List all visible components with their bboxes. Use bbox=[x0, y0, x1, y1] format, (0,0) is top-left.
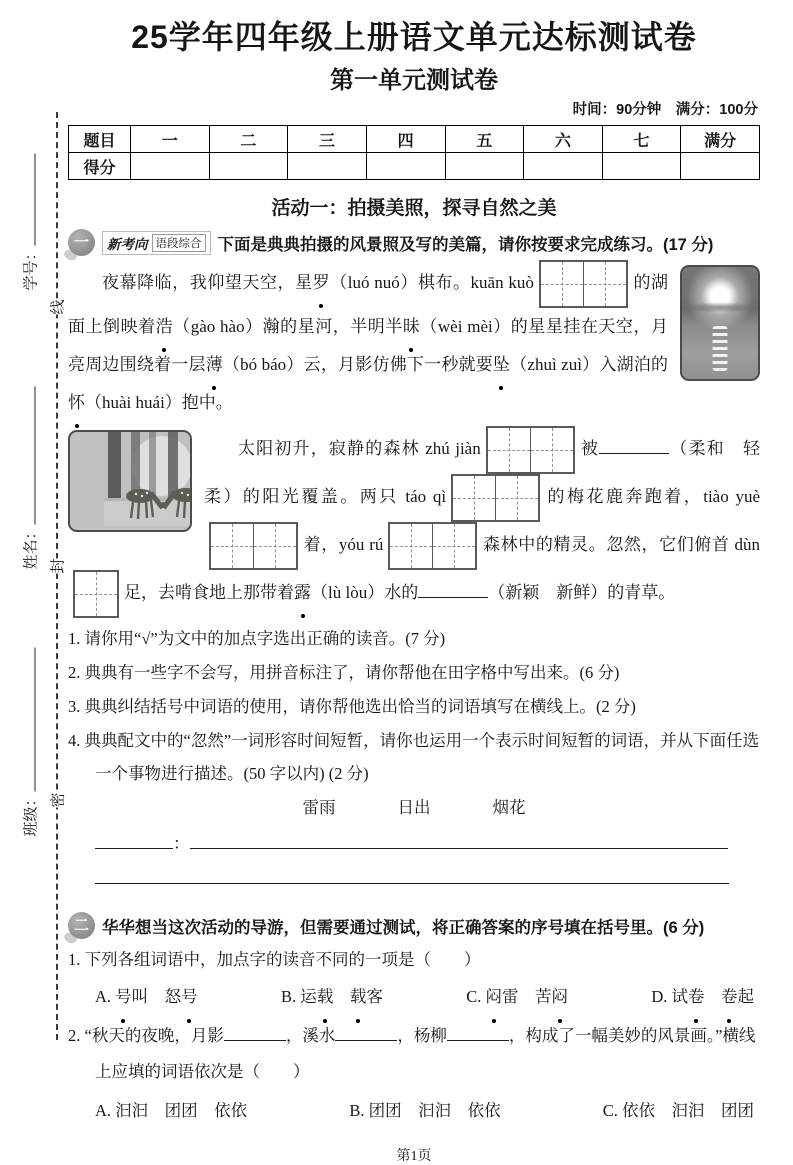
section2-q2-options bbox=[68, 1091, 760, 1131]
tianzige-cell[interactable] bbox=[541, 262, 584, 306]
dotted-char: 号 bbox=[181, 977, 198, 1017]
score-row-label: 得分 bbox=[69, 153, 131, 180]
tianzige-cell[interactable] bbox=[211, 524, 254, 568]
text-run: 太阳初升，寂静的森林 zhú jiàn bbox=[238, 439, 481, 458]
text-run: （lù lòu）水的 bbox=[311, 583, 418, 602]
text-run: （wèi mèi）的星星挂在天空，月亮周边围绕着一层 bbox=[68, 317, 668, 374]
score-entry-cell[interactable] bbox=[366, 153, 445, 180]
text-run: A. bbox=[95, 987, 115, 1006]
text-run: 叫 怒 bbox=[132, 987, 182, 1006]
question-1: 1. 请你用“√”为文中的加点字选出正确的读音。(7 分) bbox=[68, 622, 760, 655]
paragraph-1-text bbox=[68, 273, 668, 412]
dotted-char: 载 bbox=[350, 977, 367, 1017]
text-run: 2. “秋天的夜晚，月影 bbox=[68, 1026, 224, 1045]
tianzige-writing-grid[interactable] bbox=[451, 474, 540, 522]
score-header-cell: 题目 bbox=[69, 126, 131, 153]
tianzige-cell[interactable] bbox=[531, 428, 573, 472]
text-run: 客 bbox=[366, 987, 383, 1006]
q4-answer-line-1 bbox=[68, 826, 760, 861]
seal-dashed-line bbox=[56, 112, 58, 1040]
score-header-cell: 二 bbox=[209, 126, 288, 153]
q4-answer-line-2 bbox=[68, 861, 760, 896]
option-c[interactable]: C. 依依 汩汩 团团 bbox=[603, 1091, 754, 1131]
page-subtitle: 第一单元测试卷 bbox=[68, 60, 760, 95]
name-blank[interactable] bbox=[35, 386, 36, 524]
class-label: 班级： bbox=[24, 791, 40, 836]
score-header-cell: 满分 bbox=[681, 126, 760, 153]
seal-char-mi: 密 bbox=[44, 792, 71, 807]
text-run: ，杨柳 bbox=[397, 1026, 447, 1045]
option-c[interactable] bbox=[466, 977, 568, 1017]
score-entry-cell[interactable] bbox=[602, 153, 681, 180]
passage-paragraph-1 bbox=[68, 260, 760, 422]
exam-content bbox=[68, 12, 760, 1165]
score-table bbox=[68, 125, 760, 180]
text-run bbox=[333, 987, 350, 1006]
text-run: （huài huái）抱中。 bbox=[85, 393, 233, 412]
text-run: B. 运 bbox=[281, 987, 317, 1006]
tianzige-cell[interactable] bbox=[75, 572, 117, 616]
dotted-char: 号 bbox=[115, 977, 132, 1017]
badge-main-label: 新考向 bbox=[107, 233, 148, 253]
name-label: 姓名： bbox=[24, 524, 40, 569]
dotted-char: 卷 bbox=[721, 977, 738, 1017]
student-no-blank[interactable] bbox=[35, 153, 36, 245]
score-header-cell: 一 bbox=[131, 126, 210, 153]
answer-blank[interactable] bbox=[95, 883, 729, 884]
tianzige-cell[interactable] bbox=[584, 262, 626, 306]
text-run: 的梅花鹿奔跑着，tiào yuè bbox=[545, 487, 760, 506]
dotted-char: 薄 bbox=[206, 346, 223, 384]
section2-q1-options bbox=[68, 977, 760, 1017]
score-entry-cell[interactable] bbox=[681, 153, 760, 180]
student-no-label: 学号： bbox=[24, 245, 40, 290]
dotted-char: 怀 bbox=[68, 384, 85, 422]
section-1-header bbox=[68, 229, 760, 256]
tianzige-writing-grid[interactable] bbox=[388, 522, 477, 570]
tianzige-cell[interactable] bbox=[390, 524, 433, 568]
q4-word-choices bbox=[68, 792, 760, 824]
dotted-char: 载 bbox=[317, 977, 334, 1017]
text-run: ，溪水 bbox=[286, 1026, 336, 1045]
text-run: （柔和 轻柔）的阳光覆盖。两只 táo qì bbox=[204, 439, 760, 506]
moon-lake-photo bbox=[680, 265, 760, 381]
text-run: （zhuì zuì）入湖泊的 bbox=[510, 355, 668, 374]
score-header-cell: 四 bbox=[366, 126, 445, 153]
answer-colon: ： bbox=[173, 834, 190, 853]
answer-blank[interactable] bbox=[335, 1040, 397, 1041]
option-a[interactable]: A. 汩汩 团团 依依 bbox=[95, 1091, 247, 1131]
option-b[interactable] bbox=[281, 977, 383, 1017]
score-header-cell: 五 bbox=[445, 126, 524, 153]
text-run: （bó báo）云，月影仿佛下一秒就要 bbox=[223, 355, 493, 374]
deer-photo-illustration bbox=[104, 432, 192, 526]
word-choice: 烟花 bbox=[493, 792, 526, 824]
section-2-header bbox=[68, 912, 760, 939]
score-header-cell: 三 bbox=[288, 126, 367, 153]
score-entry-cell[interactable] bbox=[288, 153, 367, 180]
section-2-marker: 二 bbox=[68, 912, 95, 939]
deer-forest-photo bbox=[68, 430, 192, 532]
tianzige-cell[interactable] bbox=[453, 476, 496, 520]
text-run: （新颖 新鲜）的青草。 bbox=[488, 583, 675, 602]
text-run: 的湖面上倒映着 bbox=[68, 273, 668, 336]
seal-char-feng: 封 bbox=[44, 558, 71, 573]
class-field bbox=[20, 647, 41, 836]
passage-paragraph-2 bbox=[68, 426, 760, 618]
option-d[interactable] bbox=[651, 977, 754, 1017]
student-no-field bbox=[20, 153, 41, 290]
tianzige-writing-grid[interactable] bbox=[486, 426, 575, 474]
answer-blank[interactable] bbox=[418, 597, 488, 598]
section-1-intro: 下面是典典拍摄的风景照及写的美篇，请你按要求完成练习。(17 分) bbox=[218, 231, 714, 255]
name-field bbox=[20, 386, 41, 569]
answer-blank[interactable] bbox=[599, 453, 669, 454]
tianzige-cell[interactable] bbox=[488, 428, 531, 472]
section2-question-2 bbox=[68, 1018, 760, 1090]
exam-meta: 时间：90分钟 满分：100分 bbox=[68, 98, 758, 119]
score-entry-cell[interactable] bbox=[131, 153, 210, 180]
tianzige-cell[interactable] bbox=[433, 524, 475, 568]
dotted-char: 浩 bbox=[156, 308, 173, 346]
text-run: 被 bbox=[580, 439, 599, 458]
section-1-marker: 一 bbox=[68, 229, 95, 256]
text-run: ，构成了一幅美妙的风景画。”横线上应填的词语依次是（ ） bbox=[95, 1026, 755, 1081]
answer-blank[interactable] bbox=[190, 848, 728, 849]
dotted-char: 闷 bbox=[551, 977, 568, 1017]
option-a[interactable] bbox=[95, 977, 198, 1017]
option-b[interactable]: B. 团团 汩汩 依依 bbox=[349, 1091, 500, 1131]
score-table-header-row bbox=[69, 126, 760, 153]
tianzige-writing-grid[interactable] bbox=[209, 522, 298, 570]
text-run: 足，去啃食地上那带着 bbox=[124, 583, 294, 602]
word-choice: 日出 bbox=[398, 792, 431, 824]
badge-sub-label: 语段综合 bbox=[152, 234, 206, 252]
activity-title: 活动一：拍摄美照，探寻自然之美 bbox=[68, 193, 760, 220]
tianzige-cell[interactable] bbox=[254, 524, 296, 568]
page-number: 第1页 bbox=[68, 1145, 760, 1165]
seal-char-xian: 线 bbox=[44, 299, 71, 314]
tianzige-cell[interactable] bbox=[496, 476, 538, 520]
text-run: 夜幕降临，我仰望天空，星 bbox=[102, 273, 313, 292]
text-run: 森林中的精灵。忽然，它们俯首 dùn bbox=[482, 535, 760, 554]
score-header-cell: 七 bbox=[602, 126, 681, 153]
score-entry-cell[interactable] bbox=[524, 153, 603, 180]
text-run: C. bbox=[466, 987, 485, 1006]
word-choice: 雷雨 bbox=[303, 792, 336, 824]
section-2-intro: 华华想当这次活动的导游，但需要通过测试，将正确答案的序号填在括号里。(6 分) bbox=[102, 914, 704, 938]
question-3: 3. 典典纠结括号中词语的使用，请你帮他选出恰当的词语填写在横线上。(2 分) bbox=[68, 690, 760, 723]
answer-blank[interactable] bbox=[447, 1040, 509, 1041]
answer-blank[interactable] bbox=[95, 848, 173, 849]
dotted-char: 罗 bbox=[313, 264, 330, 302]
dotted-char: 卷 bbox=[688, 977, 705, 1017]
dotted-char: 闷 bbox=[485, 977, 502, 1017]
answer-blank[interactable] bbox=[224, 1040, 286, 1041]
score-header-cell: 六 bbox=[524, 126, 603, 153]
text-run: （luó nuó）棋布。kuān kuò bbox=[330, 273, 534, 292]
text-run bbox=[705, 987, 722, 1006]
question-4: 4. 典典配文中的“忽然”一词形容时间短暂，请你也运用一个表示时间短暂的词语，并从下面任选一个事物进行描述。(50 字以内) (2 分) bbox=[68, 724, 760, 790]
tianzige-writing-grid[interactable] bbox=[539, 260, 628, 308]
text-run: 起 bbox=[738, 987, 755, 1006]
text-run: （gào hào）瀚的星河，半明半 bbox=[173, 317, 403, 336]
class-blank[interactable] bbox=[35, 647, 36, 791]
score-entry-cell[interactable] bbox=[209, 153, 288, 180]
dotted-char: 露 bbox=[294, 574, 311, 612]
text-run: D. 试 bbox=[651, 987, 688, 1006]
text-run: 着，yóu rú bbox=[303, 535, 383, 554]
dotted-char: 坠 bbox=[493, 346, 510, 384]
score-entry-cell[interactable] bbox=[445, 153, 524, 180]
question-2: 2. 典典有一些字不会写，用拼音标注了，请你帮他在田字格中写出来。(6 分) bbox=[68, 656, 760, 689]
section2-question-1: 1. 下列各组词语中，加点字的读音不同的一项是（ ） bbox=[68, 943, 760, 976]
page-title: 25学年四年级上册语文单元达标测试卷 bbox=[68, 12, 760, 58]
score-table-score-row bbox=[69, 153, 760, 180]
text-run: 雷 苦 bbox=[502, 987, 552, 1006]
dotted-char: 昧 bbox=[403, 308, 420, 346]
new-exam-trend-badge bbox=[102, 231, 211, 255]
tianzige-writing-grid[interactable] bbox=[73, 570, 119, 618]
